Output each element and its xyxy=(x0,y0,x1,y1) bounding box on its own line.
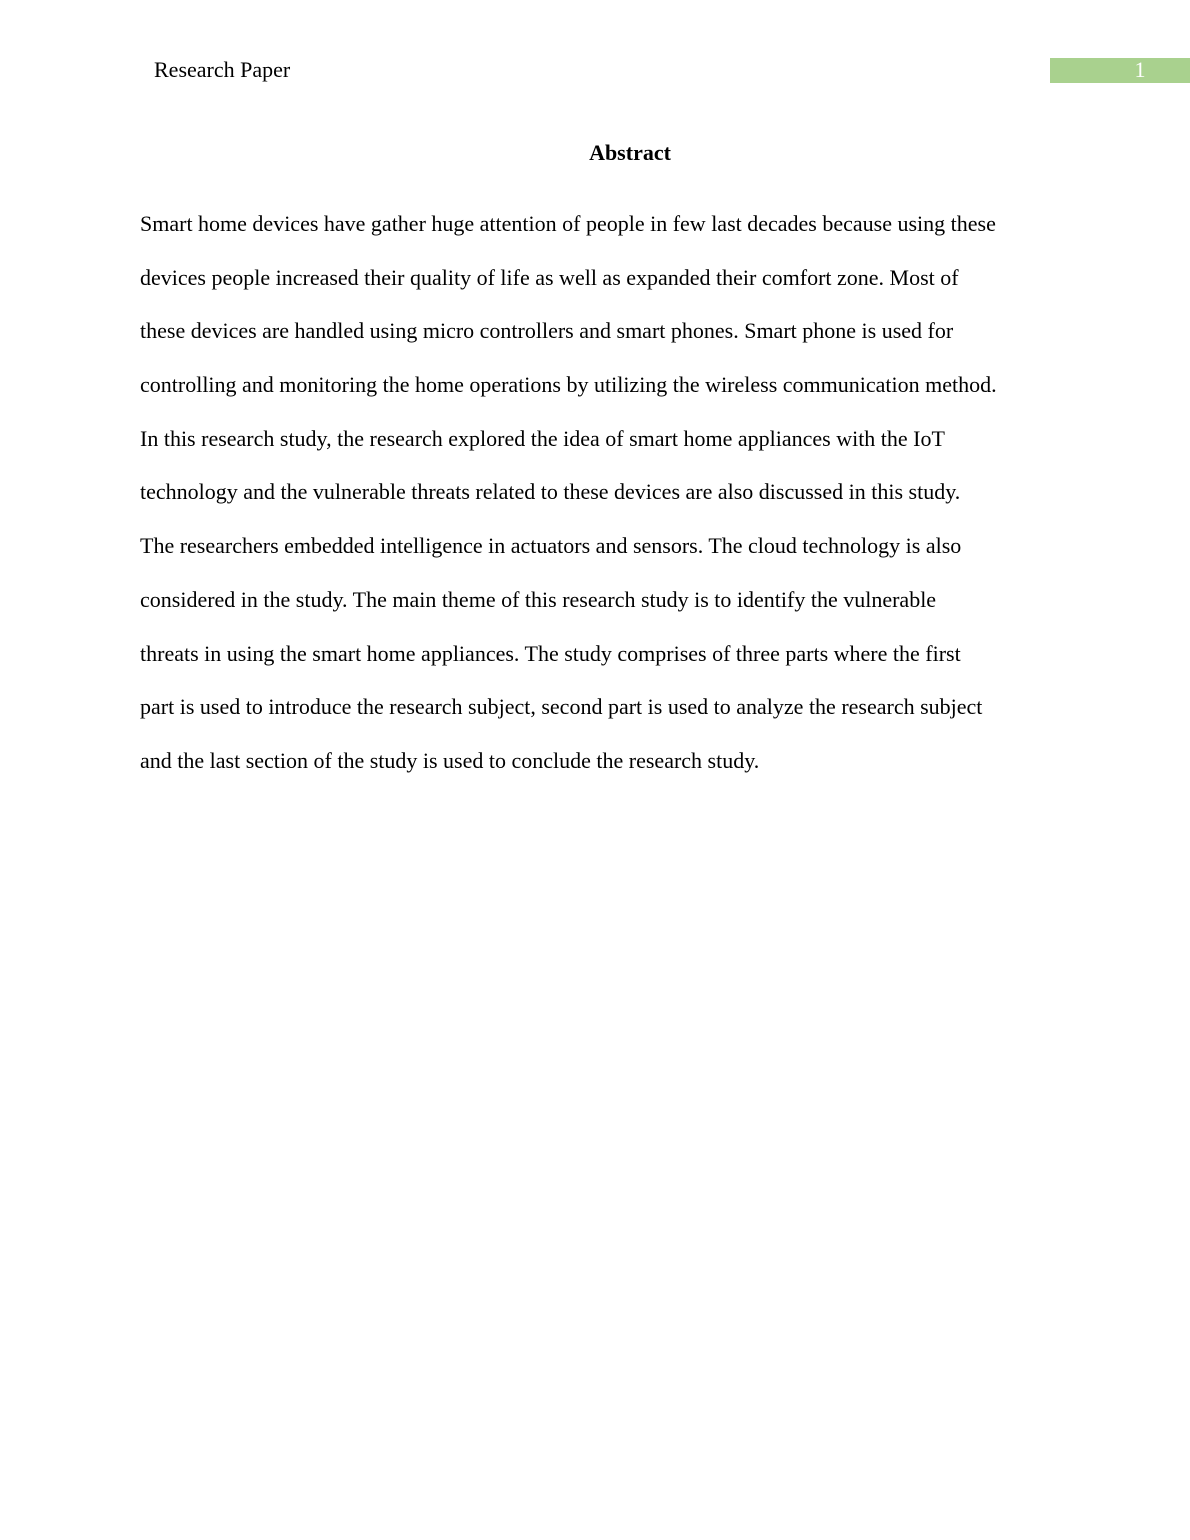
page-number: 1 xyxy=(1134,57,1146,82)
abstract-line-2: devices people increased their quality of life as well as expanded their comfort zone. Most of xyxy=(140,264,959,290)
abstract-line-10: part is used to introduce the research subject, second part is used to analyze the research subject xyxy=(140,694,983,720)
abstract-line-7: The researchers embedded intelligence in actuators and sensors. The cloud technology is also xyxy=(140,533,962,559)
running-head: Research Paper xyxy=(154,57,291,82)
abstract-line-11: and the last section of the study is used to conclude the research study. xyxy=(140,747,760,773)
abstract-line-9: threats in using the smart home appliances. The study comprises of three parts where the first xyxy=(140,640,961,666)
page-number-box xyxy=(1050,58,1190,83)
abstract-heading: Abstract xyxy=(589,140,671,165)
abstract-line-5: In this research study, the research explored the idea of smart home appliances with the IoT xyxy=(140,425,945,451)
abstract-line-8: considered in the study. The main theme of this research study is to identify the vulnerable xyxy=(140,586,937,612)
abstract-line-1: Smart home devices have gather huge attention of people in few last decades because using these xyxy=(140,211,996,236)
abstract-line-6: technology and the vulnerable threats related to these devices are also discussed in this study. xyxy=(140,479,961,505)
abstract-line-3: these devices are handled using micro controllers and smart phones. Smart phone is used for xyxy=(140,318,954,344)
abstract-body xyxy=(140,205,1060,796)
abstract-line-4: controlling and monitoring the home operations by utilizing the wireless communication method. xyxy=(140,372,997,398)
